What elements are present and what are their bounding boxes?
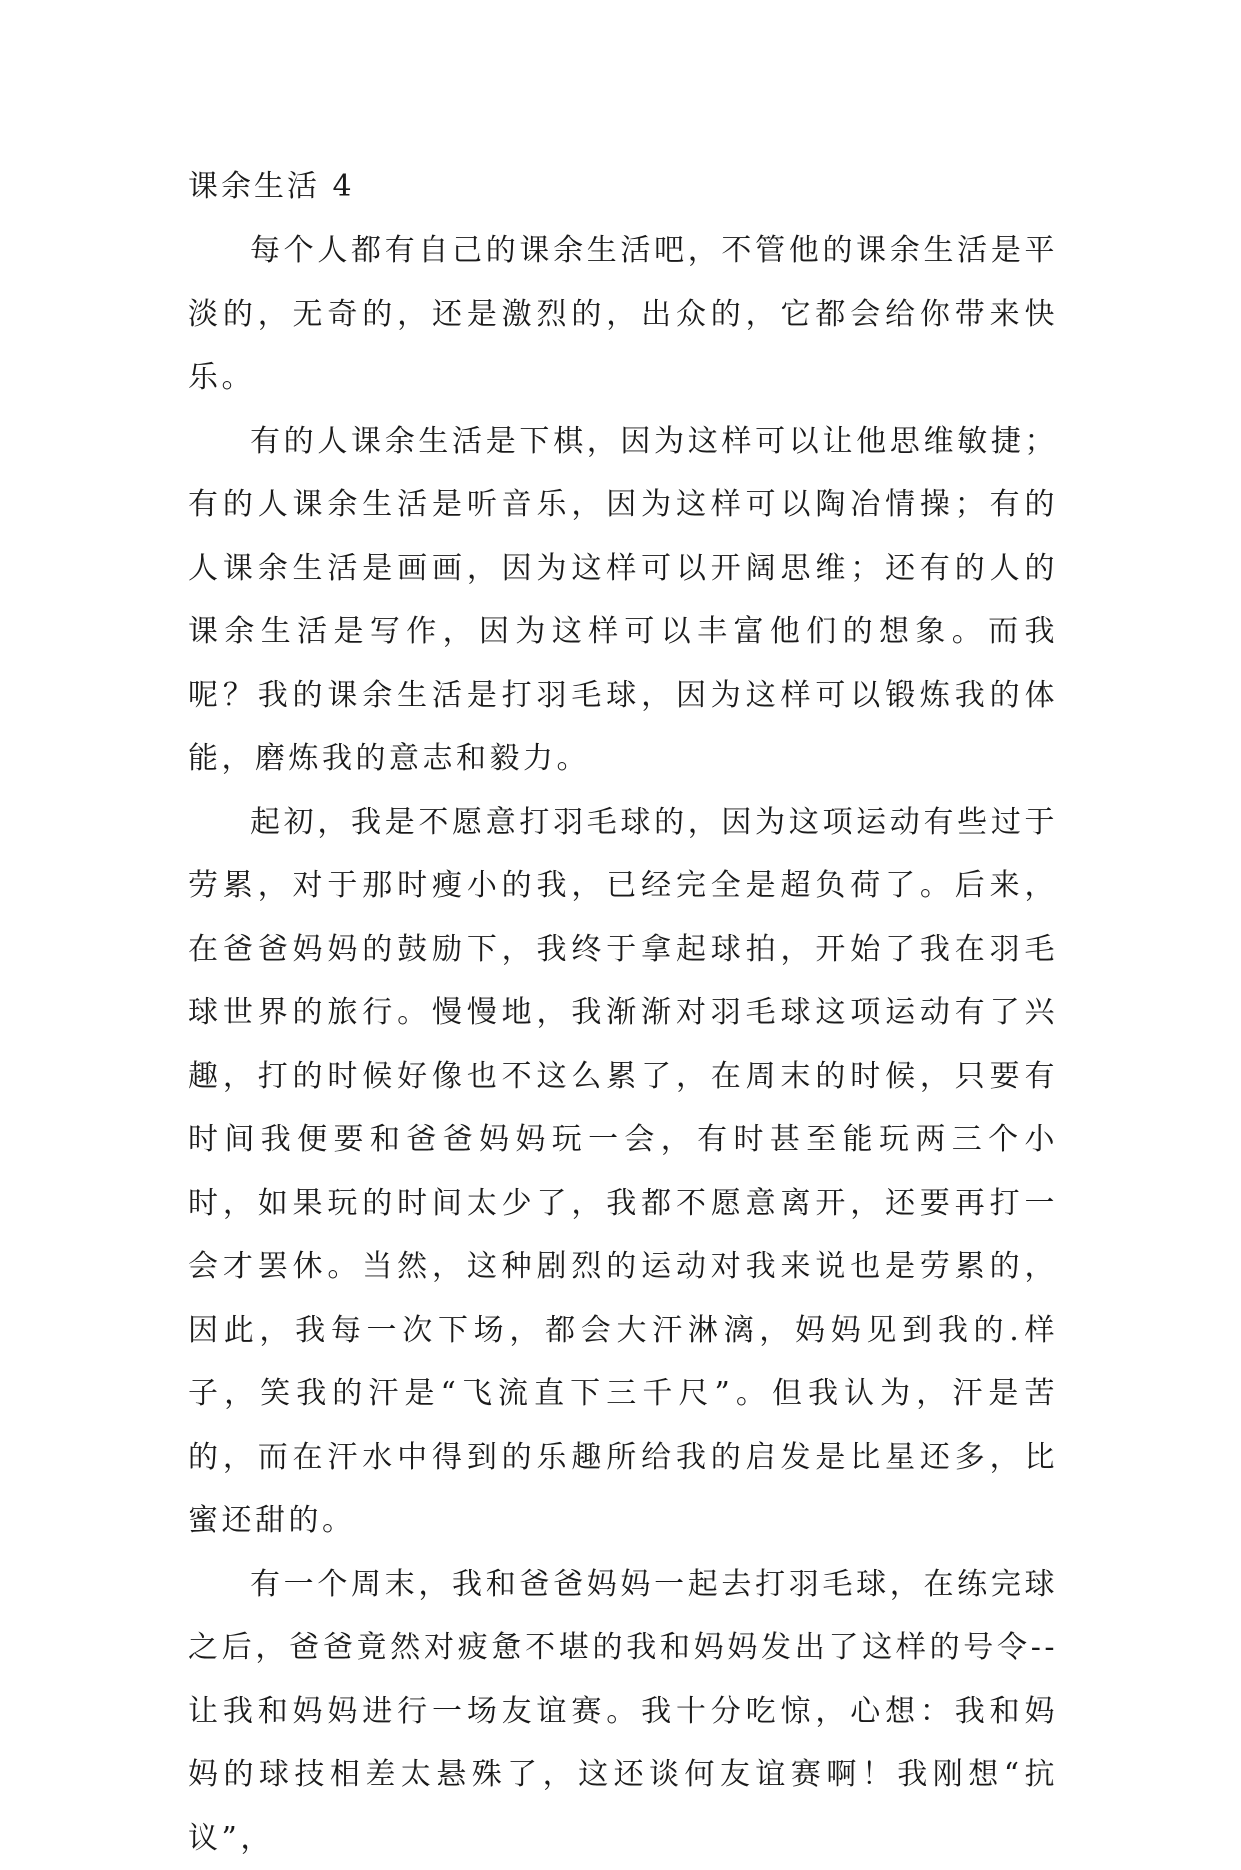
paragraph-3: 起初，我是不愿意打羽毛球的，因为这项运动有些过于劳累，对于那时瘦小的我，已经完全是超负荷了。后来，在爸爸妈妈的鼓励下，我终于拿起球拍，开始了我在羽毛球世界的旅行。慢慢地，我渐渐对羽毛球这项运动有了兴趣，打的时候好像也不这么累了，在周末的时候，只要有时间我便要和爸爸妈妈玩一会，有时甚至能玩两三个小时，如果玩的时间太少了，我都不愿意离开，还要再打一会才罢休。当然，这种剧烈的运动对我来说也是劳累的，因此，我每一次下场，都会大汗淋漓，妈妈见到我的.样子，笑我的汗是“飞流直下三千尺”。但我认为，汗是苦的，而在汗水中得到的乐趣所给我的启发是比星还多，比蜜还甜的。 bbox=[188, 791, 1058, 1553]
paragraph-1: 每个人都有自己的课余生活吧，不管他的课余生活是平淡的，无奇的，还是激烈的，出众的，它都会给你带来快乐。 bbox=[188, 219, 1058, 410]
document-body bbox=[188, 155, 1058, 1870]
document-title: 课余生活 4 bbox=[188, 155, 1058, 219]
paragraph-2: 有的人课余生活是下棋，因为这样可以让他思维敏捷；有的人课余生活是听音乐，因为这样可以陶冶情操；有的人课余生活是画画，因为这样可以开阔思维；还有的人的课余生活是写作，因为这样可以丰富他们的想象。而我呢？我的课余生活是打羽毛球，因为这样可以锻炼我的体能，磨炼我的意志和毅力。 bbox=[188, 410, 1058, 791]
paragraph-4: 有一个周末，我和爸爸妈妈一起去打羽毛球，在练完球之后，爸爸竟然对疲惫不堪的我和妈妈发出了这样的号令--让我和妈妈进行一场友谊赛。我十分吃惊，心想：我和妈妈的球技相差太悬殊了，这还谈何友谊赛啊！我刚想“抗议”， bbox=[188, 1553, 1058, 1870]
